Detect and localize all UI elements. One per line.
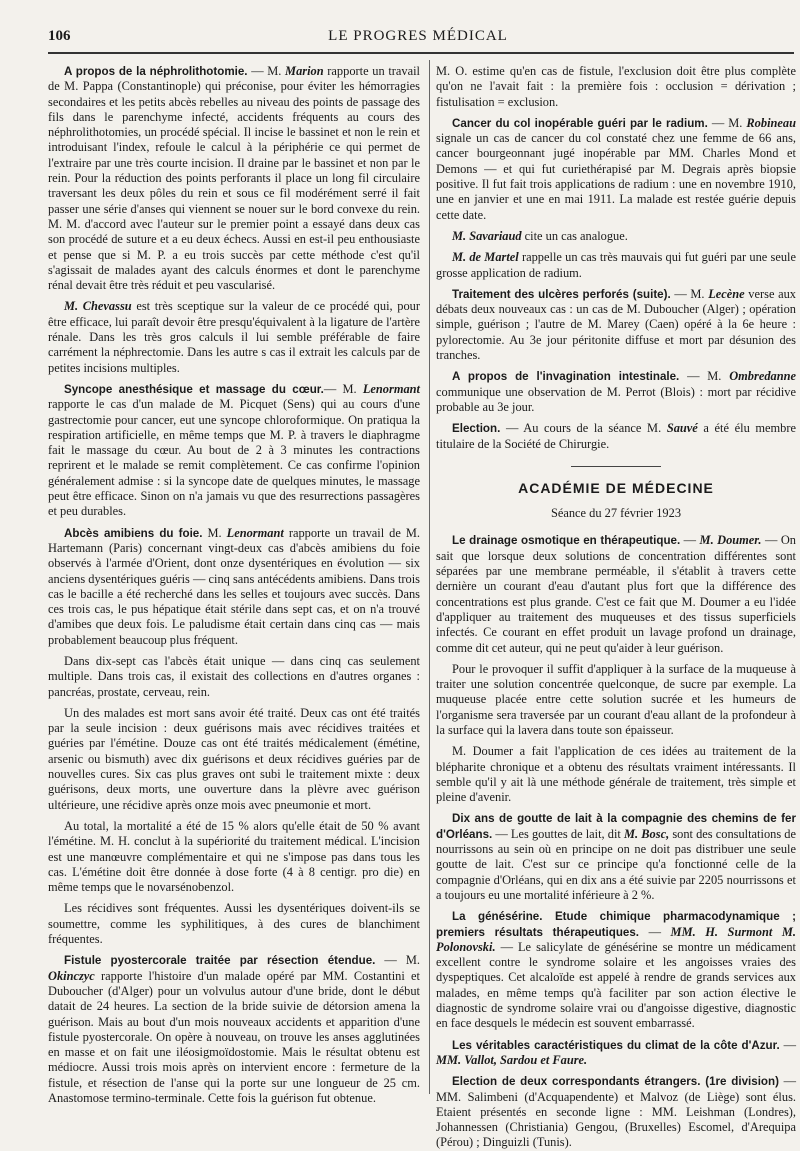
left-column (48, 64, 421, 1105)
header-rule (48, 52, 794, 54)
article-cancer-col: Cancer du col inopérable guéri par le radium. — M. Robineau signale un cas de cancer du col constaté chez une femme de 66 ans, cancer bourgeonnant jugé inopérable par MM. Charles Mond et Demons — et qui fut curiethérapisé par M. Degrais après biopsie positive. Il fut fait trois applications de radium : une en novembre 1910, une en janvier et une en mai 1911. La malade est restée guérie depuis cette date. (436, 115, 796, 222)
column-divider (429, 60, 430, 1094)
right-column (436, 64, 797, 1150)
article-abces-amibiens: Abcès amibiens du foie. M. Lenormant rapporte un travail de M. Hartemann (Paris) concernant vingt-deux cas d'abcès amibiens du foie observés à l'armée d'Orient, dont onze dysentériques en évolution — six anciens dysentériques guéris — cinq sans antécédents amibiens. Dans trois cas le bacille a été recherché dans les selles et toujours avec succès. Dans ces trois cas, le pus hépatique était stérile dans sept cas, et on n'a trouvé d'amibes que deux fois. Le paludisme était certain dans cinq cas — mais probablement beaucoup plus fréquent. (48, 525, 421, 647)
article-geneserine: La génésérine. Etude chimique pharmacodynamique ; premiers résultats thérapeutiques. — MM. H. Surmont M. Polonovski. — Le salicylate de génésérine se montre un médicament excellent contre le syndrome solaire et les angoisses vraies des dyspeptiques. Cet alcaloïde est appelé à rendre de grands services aux malades, en même temps qu'à faciliter par son action élective le diagnostic de syndrome solaire vrai ou d'angoisse digestive, diagnostic en face desquels le médecin est souvent embarrassé. (436, 910, 796, 1031)
paragraph-savariaud: M. Savariaud cite un cas analogue. (452, 228, 628, 243)
article-ulceres: Traitement des ulcères perforés (suite). — M. Lecène verse aux débats deux nouveaux cas : un cas de M. Duboucher (Alger) ; opération simple, guérison ; l'autre de M. Marey (Caen) opéré à la 6e heure : pylorectomie. Au 3e jour péritonite diffuse et mort par désunion des tranches. (436, 286, 796, 363)
article-correspondants: Election de deux correspondants étrangers. (1re division) — MM. Salimbeni (d'Acquapendente) et Malvoz (de Liège) sont élus. Etaient présentés en seconde ligne : MM. Leishman (Londres), Johannessen (Christiania) Gengou, (Bruxelles) Escomel, d'Arequipa (Pérou) ; Dinguizli (Tunis). (436, 1074, 796, 1150)
page-number: 106 (48, 28, 71, 44)
paragraph-abces-2: Dans dix-sept cas l'abcès était unique — dans cinq cas seulement multiple. Dans trois cas, il existait des collections en d'autres organes : pancréas, prostate, cerveau, rein. (48, 653, 420, 699)
article-syncope: Syncope anesthésique et massage du cœur.— M. Lenormant rapporte le cas d'un malade de M. Picquet (Sens) qui au cours d'une gastrectomie pour cancer, eut une syncope chloroformique. On pratiqua la respiration artificielle, en même temps que M. P. à travers le diaphragme fait le massage du cœur. Au bout de 2 à 3 minutes les contractions reprirent et le malade se remit complètement. Ce cas confirme l'opinion généralement admise : si la syncope date de quelques minutes, le massage peut être efficace. Sinon on n'a jamais vu que des resurrections passagères et peu durables. (48, 381, 420, 519)
seance-date: Séance du 27 février 1923 (550, 506, 682, 521)
paragraph-martel: M. de Martel rappelle un cas très mauvais qui fut guéri par une seule grosse application de radium. (436, 250, 796, 280)
paragraph-mo: M. O. estime qu'en cas de fistule, l'exclusion doit être plus complète qu'on ne l'avait fait : la première fois : occlusion = dérivation ; fistulisation = exclusion. (436, 64, 796, 109)
journal-title: LE PROGRES MÉDICAL (328, 28, 508, 44)
article-election: Election. — Au cours de la séance M. Sauvé a été élu membre titulaire de la Société de Chirurgie. (436, 421, 796, 451)
article-climat: Les véritables caractéristiques du climat de la côte d'Azur. — MM. Vallot, Sardou et Faure. (436, 1037, 796, 1067)
paragraph-chevassu: M. Chevassu est très sceptique sur la valeur de ce procédé qui, pour être efficace, lui paraît devoir être presqu'équivalent à la ligature de l'artère rénale. Dans les très gros calculs il lui semble préférable de faire carrément la néphrectomie. Dans les autre s cas il extrait les calculs par de petites incisions multiples. (48, 299, 420, 375)
article-nephrolithotomie: A propos de la néphrolithotomie. — M. Marion rapporte un travail de M. Pappa (Constantinople) qui préconise, pour éviter les hémorragies secondaires et les petits abcès rebelles au niveau des points de passage des fils dans le parenchyme infecté, accidents fréquents au cours des néphrolithotomies, un procédé spécial. Il incise le bassinet et non le rein et introduisant l'index, refoule le calcul à la périphérie ce qui permet de l'extraire par une très courte incision. Il draine par le bassinet et non par le rein. Pour la réduction des points perforants il place un long fil circulaire traversant les deux pôles du rein et sous ce fil modérément serré il fait passer une série d'anses qui viennent se nouer sur le bord convexe du rein. M. M. d'accord avec l'auteur sur le premier point a essayé dans deux cas son procédé de suture et a eu deux échecs. Aussi en est-il peu enthousiaste et pense que si M. P. a eu trois succès par cette méthode c'est qu'il s'agissait de malades ayant des calculs énormes et dont le parenchyme rénal devait être très réduit et peu vascularisé. (48, 64, 420, 293)
paragraph-drainage-3: M. Doumer a fait l'application de ces idées au traitement de la blépharite chronique et a obtenu des résultats vraiment intéressants. Il semble qu'il y ait là une méthode générale de traitement, très simple et pleine d'avenir. (436, 744, 796, 805)
article-invagination: A propos de l'invagination intestinale. — M. Ombredanne communique une observation de M. Perrot (Blois) : mort par récidive probable au 3e jour. (436, 369, 796, 414)
paragraph-drainage-2: Pour le provoquer il suffit d'appliquer à la surface de la muqueuse à traiter une solution concentrée quelconque, de sucre par exemple. La muqueuse placée entre cette solution sucrée et les humeurs de l'organisme sera traversée par un courant d'eau allant de la profondeur à la surface qui la lavera dans toute son épaisseur. (436, 661, 796, 737)
page-header (48, 28, 788, 50)
paragraph-abces-5: Les récidives sont fréquentes. Aussi les dysentériques doivent-ils se soumettre, comme les syphilitiques, à des cures de blanchiment fréquentes. (48, 901, 420, 947)
paragraph-abces-4: Au total, la mortalité a été de 15 % alors qu'elle était de 50 % avant l'émétine. M. H. conclut à la supériorité du traitement médical. L'incision est une manœuvre complémentaire et qui ne s'impose pas dans tous les cas. L'émétine doit être donnée à dose forte (4 à 8 centigr. pro die) en même temps que le novarsénobenzol. (48, 818, 420, 895)
section-heading-academie: ACADÉMIE DE MÉDECINE (518, 479, 714, 496)
article-fistule: Fistule pyostercorale traitée par résection étendue. — M. Okinczyc rapporte l'histoire d'un malade opéré par MM. Costantini et Duboucher (d'Alger) pour un volvulus autour d'une bride, dont le début datait de 24 heures. La section de la bride suivie de détorsion amena la guérison. Mais au bout d'un mois nouveaux accidents et apparition d'une fistule pyostercorale. On opère à nouveau, on trouve les anses agglutinées en masse et on fait une iléosigmoïdostomie. Mais le résultat obtenu est médiocre. Aussi trois mois après on intervient encore : fermeture de la fistule, et résection de l'anse qui la porte sur une longueur de 25 cm. Anastomose termino-terminale. Cette fois la guérison fut obtenue. (48, 953, 420, 1105)
article-goutte-de-lait: Dix ans de goutte de lait à la compagnie des chemins de fer d'Orléans. — Les gouttes de lait, dit M. Bosc, sont des consultations de nourrissons au sein où en principe on ne doit pas distribuer une seule goutte de lait. C'est sur ce principe qu'a fonctionné celle de la compagnie d'Orléans, qui en dix ans a été suivie par 2205 nourrissons et a toujours eu une mortalité inférieure à 2 %. (436, 812, 796, 902)
section-separator (571, 466, 661, 467)
article-drainage: Le drainage osmotique en thérapeutique. — M. Doumer. — On sait que lorsque deux solutions de concentration différentes sont séparées par une membrane perméable, il s'établit à travers cette dernière un courant d'eau d'autant plus fort que la différence des concentrations est plus grande. C'est ce fait que M. Doumer a eu l'idée d'appliquer au traitement des muqueuses et des tissus superficiels infectés. Ce courant en effet produit un lavage profond un drainage, comme dit cet auteur, qui ne peut qu'aider à leur guérison. (436, 533, 797, 655)
paragraph-abces-3: Un des malades est mort sans avoir été traité. Deux cas ont été traités par la seule incision : deux guérisons mais avec récidives traitées et guéries par l'émétine. Douze cas ont été traités médicalement (émétine, arsenic ou bismuth) avec dix guérisons et deux récidives guéries par de nouvelles cures. Six cas plus graves ont subi le traitement mixte : deux guérisons, deux morts, une ouverture dans la plèvre avec guérison ultérieure, une récidive après onze mois avec pneumonie et mort. (48, 705, 420, 812)
